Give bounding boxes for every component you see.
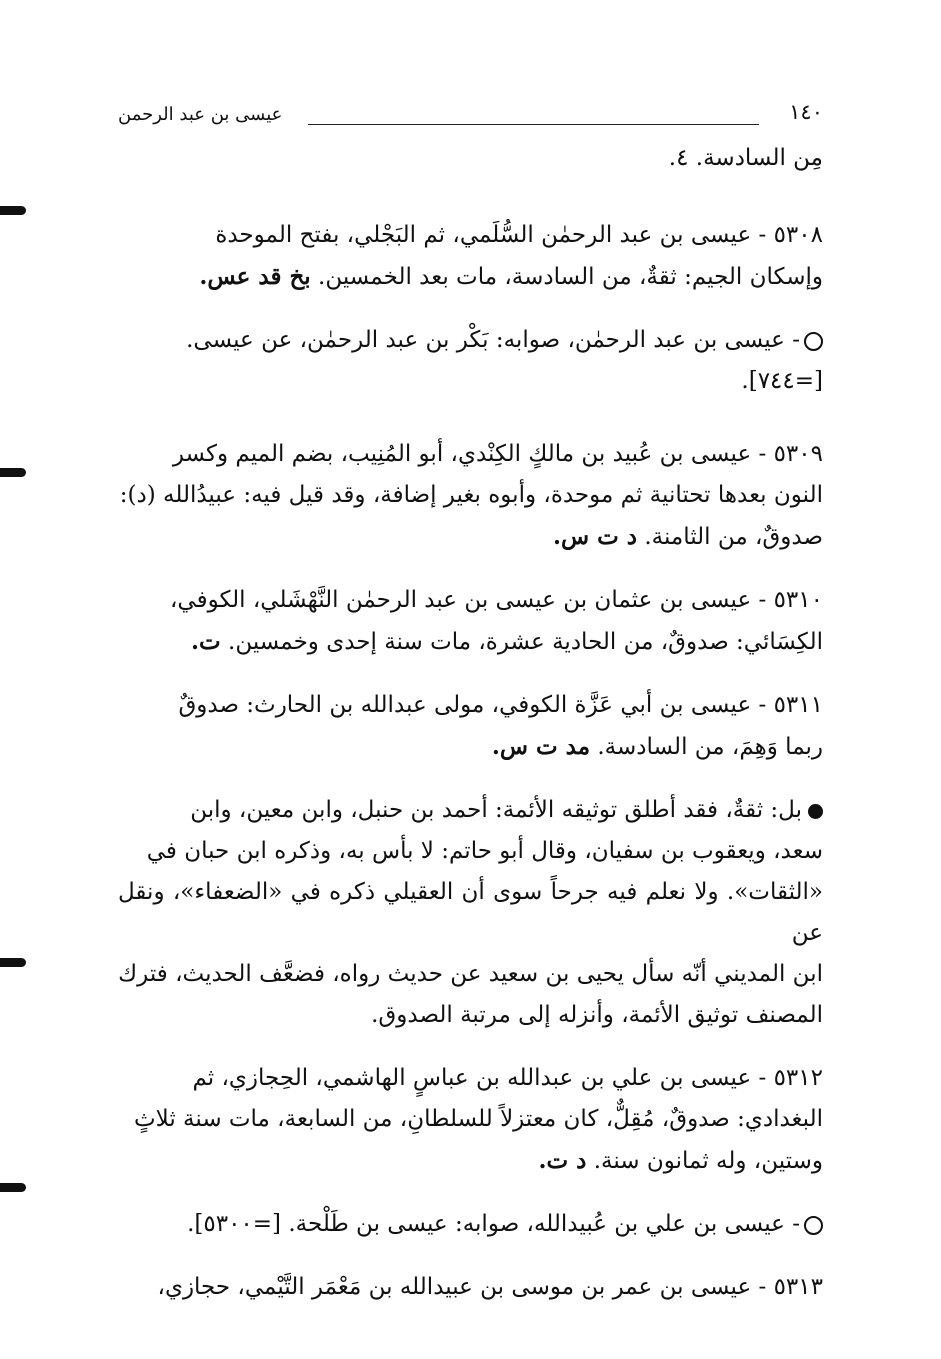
entry-line: ٥٣١٣ - عيسى بن عمر بن موسى بن عبيدالله بن مَعْمَر التَّيْمي، حجازي، (157, 1274, 823, 1300)
cross-reference-2 (118, 1204, 823, 1245)
entry-line: ابن المديني أنّه سأل يحيى بن سعيد عن حديث رواه، فضعَّف الحديث، فترك (118, 961, 823, 987)
entry-line: البغدادي: صدوقٌ، مُقِلٌّ، كان معتزلاً للسلطانِ، من السابعة، مات سنة ثلاثٍ (133, 1106, 823, 1132)
circle-icon (804, 332, 823, 351)
entry-5309 (118, 434, 823, 558)
binding-mark (0, 958, 26, 967)
sigla: مد ت س. (491, 733, 591, 760)
entry-line: النون بعدها تحتانية ثم موحدة، وأبوه بغير إضافة، وقد قيل فيه: عبيدُالله (د): (119, 482, 823, 508)
entry-5308 (118, 215, 823, 298)
intro-line (118, 138, 823, 179)
entry-line: ربما وَهِمَ، من السادسة. (597, 734, 823, 760)
entry-line: صدوقٌ، من الثامنة. (644, 524, 823, 550)
entry-line: بل: ثقةٌ، فقد أطلق توثيقه الأئمة: أحمد بن حنبل، وابن معين، وابن (190, 797, 802, 823)
cross-reference-1 (118, 320, 823, 402)
entry-line: - عيسى بن علي بن عُبيدالله، صوابه: عيسى بن طَلْحة. [=٥٣٠٠]. (187, 1211, 800, 1237)
editor-note (118, 790, 823, 1036)
disc-icon (808, 804, 823, 819)
sigla: د ت. (538, 1147, 587, 1174)
entry-line: ٥٣٠٩ - عيسى بن عُبيد بن مالكٍ الكِنْدي، أبو المُنِيب، بضم الميم وكسر (172, 441, 823, 467)
entry-line: وستين، وله ثمانون سنة. (593, 1148, 823, 1174)
entry-line: الكِسَائي: صدوقٌ، من الحادية عشرة، مات سنة إحدى وخمسين. (228, 629, 823, 655)
binding-mark (0, 468, 26, 477)
entry-5310 (118, 580, 823, 663)
entry-5312 (118, 1058, 823, 1182)
entry-line: ٥٣١١ - عيسى بن أبي عَزَّة الكوفي، مولى عبدالله بن الحارث: صدوقٌ (178, 692, 823, 718)
running-title: عيسى بن عبد الرحمن (118, 104, 283, 125)
sigla: بخ قد عس. (199, 263, 311, 290)
running-header (118, 100, 823, 136)
entry-line: سعد، ويعقوب بن سفيان، وقال أبو حاتم: لا بأس به، وذكره ابن حبان في (146, 838, 823, 864)
entry-line: - عيسى بن عبد الرحمٰن، صوابه: بَكْر بن عبد الرحمٰن، عن عيسى. (186, 327, 800, 353)
entry-5313 (118, 1267, 823, 1308)
binding-mark (0, 1183, 26, 1192)
entry-line: وإسكان الجيم: ثقةٌ، من السادسة، مات بعد الخمسين. (318, 264, 823, 290)
sigla: د ت س. (553, 523, 637, 550)
entry-line: [=٧٤٤]. (741, 368, 823, 394)
page-content (118, 138, 823, 1308)
page-number: ١٤٠ (789, 100, 823, 124)
binding-mark (0, 206, 26, 215)
entry-line: المصنف توثيق الأئمة، وأنزله إلى مرتبة الصدوق. (371, 1002, 823, 1028)
entry-line: «الثقات». ولا نعلم فيه جرحاً سوى أن العقيلي ذكره في «الضعفاء»، ونقل عن (118, 879, 823, 946)
intro-text: مِن السادسة. ٤. (668, 145, 823, 171)
entry-5311 (118, 685, 823, 768)
header-rule (308, 124, 759, 125)
circle-icon (804, 1216, 823, 1235)
entry-line: ٥٣١٢ - عيسى بن علي بن عبدالله بن عباسٍ الهاشمي، الحِجازي، ثم (192, 1065, 823, 1091)
entry-line: ٥٣٠٨ - عيسى بن عبد الرحمٰن السُّلَمي، ثم البَجْلي، بفتح الموحدة (215, 222, 823, 248)
sigla: ت. (191, 628, 221, 655)
entry-line: ٥٣١٠ - عيسى بن عثمان بن عيسى بن عبد الرحمٰن النَّهْشَلي، الكوفي، (170, 587, 823, 613)
